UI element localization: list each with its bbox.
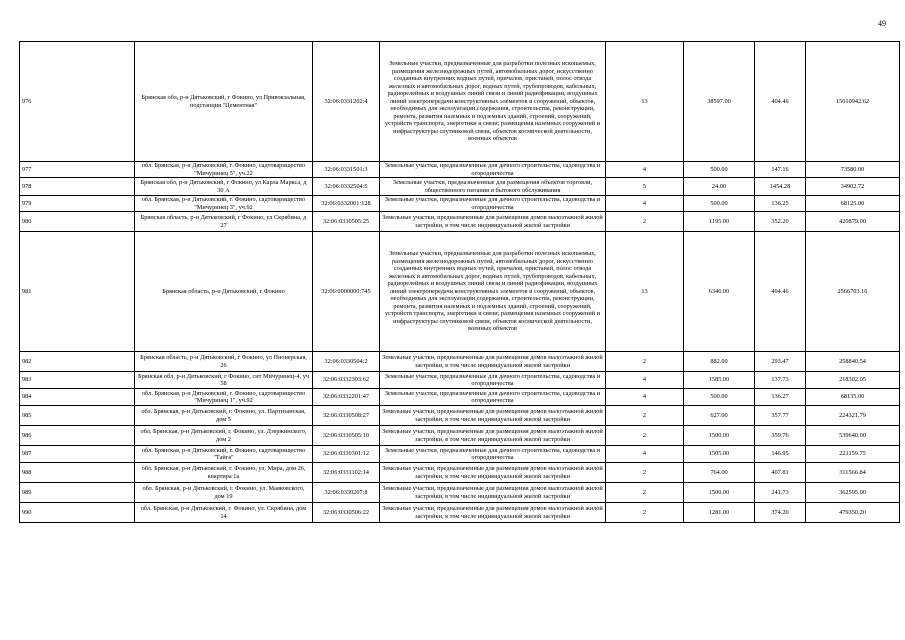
use-group-cell: 2 (606, 483, 684, 503)
land-use-cell: Земельные участки, предназначенные для размещения домов малоэтажной жилой застройки, в том числе индивидуальной жилой застройки (380, 463, 606, 483)
area-cell: 627.00 (684, 406, 755, 426)
cadastral-number-cell: 32:06:0331202:4 (313, 42, 380, 162)
row-number-cell: 985 (20, 406, 135, 426)
specific-value-cell: 146.95 (755, 446, 806, 463)
area-cell: 1585.00 (684, 372, 755, 389)
address-cell: Брянская область, р-н Дятьковский, г Фокино, ул Скрябина, д 27 (135, 212, 313, 232)
row-number-cell: 980 (20, 212, 135, 232)
cadastral-value-cell: 218302.05 (806, 372, 900, 389)
area-cell: 38597.00 (684, 42, 755, 162)
use-group-cell: 4 (606, 446, 684, 463)
specific-value-cell: 147.16 (755, 162, 806, 178)
table-row (20, 426, 900, 446)
table-row (20, 42, 900, 162)
row-number-cell: 986 (20, 426, 135, 446)
area-cell: 1195.00 (684, 212, 755, 232)
cadastral-value-cell: 539640.00 (806, 426, 900, 446)
row-number-cell: 981 (20, 232, 135, 352)
area-cell: 24.00 (684, 178, 755, 196)
area-cell: 500.00 (684, 389, 755, 406)
specific-value-cell: 137.73 (755, 372, 806, 389)
area-cell: 500.00 (684, 162, 755, 178)
table-row (20, 196, 900, 212)
use-group-cell: 4 (606, 196, 684, 212)
address-cell: обл. Брянская, р-н Дятьковский, г. Фокино, ул. Скрябина, дом 14 (135, 503, 313, 523)
row-number-cell: 984 (20, 389, 135, 406)
cadastral-number-cell: 32:06:0330508:27 (313, 406, 380, 426)
table-body (20, 42, 900, 523)
use-group-cell: 2 (606, 503, 684, 523)
cadastral-value-cell: 420879.00 (806, 212, 900, 232)
address-cell: обл. Брянская, р-н Дятьковский, г. Фокино, ул. Дзержинского, дом 2 (135, 426, 313, 446)
cadastral-value-cell: 73580.00 (806, 162, 900, 178)
specific-value-cell: 404.46 (755, 232, 806, 352)
cadastral-number-cell: 32:06:0330504:2 (313, 352, 380, 372)
specific-value-cell: 359.76 (755, 426, 806, 446)
cadastral-number-cell: 32:06:0332303:62 (313, 372, 380, 389)
address-cell: Брянская область, р-н Дятьковский, г Фокино (135, 232, 313, 352)
land-use-cell: Земельные участки, предназначенные для размещения домов малоэтажной жилой застройки, в том числе индивидуальной жилой застройки (380, 483, 606, 503)
land-use-cell: Земельные участки, предназначенные для дачного строительства, садоводства и огородничества (380, 196, 606, 212)
use-group-cell: 13 (606, 42, 684, 162)
land-use-cell: Земельные участки, предназначенные для дачного строительства, садоводства и огородничества (380, 446, 606, 463)
cadastral-value-cell: 362595.00 (806, 483, 900, 503)
use-group-cell: 2 (606, 212, 684, 232)
cadastral-value-cell: 479350.20 (806, 503, 900, 523)
cadastral-value-cell: 68125.00 (806, 196, 900, 212)
address-cell: обл. Брянская, р-н Дятьковский, г. Фокино, садтоварищество "Мичуринец 5", уч.22 (135, 162, 313, 178)
specific-value-cell: 404.46 (755, 42, 806, 162)
table-row (20, 503, 900, 523)
land-use-cell: Земельные участки, предназначенные для размещения объектов торговли, общественного питания и бытового обслуживания (380, 178, 606, 196)
row-number-cell: 987 (20, 446, 135, 463)
land-use-cell: Земельные участки, предназначенные для разработки полезных ископаемых, размещения железнодорожных путей, автомобильных дорог, искусственно созданных внутренних водных путей, причалов, пристаней, полос отвода железных и автомобильных дорог, водных путей, трубопроводов, кабельных, радиорелейных и воздушных линий связи и линий радиофикации, воздушных линий электропередачи конструктивных элементов и сооружений, объектов, необходимых для эксплуатации,содержания, строительства, реконструкции, ремонта, развития наземных и подземных зданий, строений, сооружений, устройств транспорта, энергетики и связи; размещения наземных сооружений и инфраструктуры спутниковой связи, объектов космической деятельности, военных объектов (380, 42, 606, 162)
land-use-cell: Земельные участки, предназначенные для размещения домов малоэтажной жилой застройки, в том числе индивидуальной жилой застройки (380, 212, 606, 232)
table-row (20, 483, 900, 503)
land-use-cell: Земельные участки, предназначенные для разработки полезных ископаемых, размещения железнодорожных путей, автомобильных дорог, искусственно созданных внутренних водных путей, причалов, пристаней, полос отвода железных и автомобильных дорог, водных путей, трубопроводов, кабельных, радиорелейных и воздушных линий связи и линий радиофикации, воздушных линий электропередачи конструктивных элементов и сооружений, объектов, необходимых для эксплуатации,содержания, строительства, реконструкции, ремонта, развития наземных и подземных зданий, строений, сооружений, устройств транспорта, энергетики и связи; размещения наземных сооружений и инфраструктуры спутниковой связи, объектов космической деятельности, военных объектов (380, 232, 606, 352)
specific-value-cell: 357.77 (755, 406, 806, 426)
area-cell: 1500.00 (684, 483, 755, 503)
row-number-cell: 976 (20, 42, 135, 162)
use-group-cell: 13 (606, 232, 684, 352)
use-group-cell: 2 (606, 463, 684, 483)
land-use-cell: Земельные участки, предназначенные для дачного строительства, садоводства и огородничества (380, 372, 606, 389)
page-number: 49 (878, 19, 886, 28)
area-cell: 500.00 (684, 196, 755, 212)
table-row (20, 162, 900, 178)
row-number-cell: 989 (20, 483, 135, 503)
specific-value-cell: 136.25 (755, 196, 806, 212)
cadastral-number-cell: 32:06:0332504:5 (313, 178, 380, 196)
use-group-cell: 4 (606, 162, 684, 178)
address-cell: обл. Брянская, р-н Дятьковский, г. Фокино, ул. Партизанская, дом 5 (135, 406, 313, 426)
specific-value-cell: 293.47 (755, 352, 806, 372)
land-use-cell: Земельные участки, предназначенные для размещения домов малоэтажной жилой застройки, в том числе индивидуальной жилой застройки (380, 406, 606, 426)
address-cell: Брянская обл, р-н Дятьковский, г Фокино, ул Привокзальная, подстанция "Цементная" (135, 42, 313, 162)
address-cell: обл. Брянская, р-н Дятьковский, г. Фокино, садтоварищество "Мичуринец 3", уч.92 (135, 196, 313, 212)
table-row (20, 352, 900, 372)
use-group-cell: 4 (606, 389, 684, 406)
cadastral-number-cell: 32:06:0330505:25 (313, 212, 380, 232)
area-cell: 1281.00 (684, 503, 755, 523)
row-number-cell: 978 (20, 178, 135, 196)
cadastral-number-cell: 32:06:0331501:3 (313, 162, 380, 178)
use-group-cell: 5 (606, 178, 684, 196)
use-group-cell: 2 (606, 406, 684, 426)
specific-value-cell: 374.20 (755, 503, 806, 523)
use-group-cell: 2 (606, 352, 684, 372)
cadastral-value-cell: 2566703.16 (806, 232, 900, 352)
row-number-cell: 979 (20, 196, 135, 212)
table-row (20, 463, 900, 483)
row-number-cell: 990 (20, 503, 135, 523)
land-use-cell: Земельные участки, предназначенные для размещения домов малоэтажной жилой застройки, в том числе индивидуальной жилой застройки (380, 503, 606, 523)
cadastral-number-cell: 32:06:0332201:47 (313, 389, 380, 406)
cadastral-value-cell: 15610942.62 (806, 42, 900, 162)
specific-value-cell: 136.27 (755, 389, 806, 406)
address-cell: обл. Брянская, р-н Дятьковский, г. Фокино, садтоварищество "Тайга" (135, 446, 313, 463)
use-group-cell: 4 (606, 372, 684, 389)
cadastral-number-cell: 32:06:0331102:14 (313, 463, 380, 483)
land-plot-registry-table (19, 41, 900, 523)
address-cell: обл. Брянская, р-н Дятьковский, г. Фокино, ул. Мира, дом 26, квартира 1а (135, 463, 313, 483)
cadastral-value-cell: 311566.84 (806, 463, 900, 483)
area-cell: 882.00 (684, 352, 755, 372)
address-cell: обл. Брянская, р-н Дятьковский, г. Фокино, ул. Маяковского, дом 19 (135, 483, 313, 503)
specific-value-cell: 407.81 (755, 463, 806, 483)
cadastral-number-cell: 32:06:0330207:8 (313, 483, 380, 503)
area-cell: 1505.00 (684, 446, 755, 463)
cadastral-number-cell: 32:06:0330506:22 (313, 503, 380, 523)
area-cell: 764.00 (684, 463, 755, 483)
land-use-cell: Земельные участки, предназначенные для дачного строительства, садоводства и огородничества (380, 162, 606, 178)
row-number-cell: 982 (20, 352, 135, 372)
cadastral-value-cell: 221159.75 (806, 446, 900, 463)
cadastral-number-cell: 32:06:0000000:745 (313, 232, 380, 352)
cadastral-value-cell: 224321.79 (806, 406, 900, 426)
specific-value-cell: 241.73 (755, 483, 806, 503)
table-row (20, 446, 900, 463)
cadastral-number-cell: 32:06:0330301:12 (313, 446, 380, 463)
specific-value-cell: 1454.28 (755, 178, 806, 196)
address-cell: Брянская обл, р-н Дятьковский, г Фокино, снт Мичуринец-4, уч 58 (135, 372, 313, 389)
table-row (20, 212, 900, 232)
table-row (20, 389, 900, 406)
use-group-cell: 2 (606, 426, 684, 446)
land-use-cell: Земельные участки, предназначенные для размещения домов малоэтажной жилой застройки, в том числе индивидуальной жилой застройки (380, 352, 606, 372)
land-use-cell: Земельные участки, предназначенные для дачного строительства, садоводства и огородничества (380, 389, 606, 406)
cadastral-value-cell: 258840.54 (806, 352, 900, 372)
area-cell: 1500.00 (684, 426, 755, 446)
specific-value-cell: 352.20 (755, 212, 806, 232)
table-row (20, 406, 900, 426)
address-cell: обл. Брянская, р-н Дятьковский, г. Фокино, садтоварищество "Мичуринец 1", уч.92 (135, 389, 313, 406)
row-number-cell: 983 (20, 372, 135, 389)
row-number-cell: 977 (20, 162, 135, 178)
table-row (20, 232, 900, 352)
row-number-cell: 988 (20, 463, 135, 483)
cadastral-number-cell: 32:06:0330505:10 (313, 426, 380, 446)
table-row (20, 372, 900, 389)
area-cell: 6346.00 (684, 232, 755, 352)
table-row (20, 178, 900, 196)
cadastral-number-cell: 32:06:0332001:128 (313, 196, 380, 212)
land-use-cell: Земельные участки, предназначенные для размещения домов малоэтажной жилой застройки, в том числе индивидуальной жилой застройки (380, 426, 606, 446)
cadastral-value-cell: 34902.72 (806, 178, 900, 196)
address-cell: Брянская обл, р-н Дятьковский, г Фокино, ул Карла Маркса, д 30 А (135, 178, 313, 196)
address-cell: Брянская область, р-н Дятьковский, г Фокино, ул Пионерская, 26 (135, 352, 313, 372)
cadastral-value-cell: 68135.00 (806, 389, 900, 406)
